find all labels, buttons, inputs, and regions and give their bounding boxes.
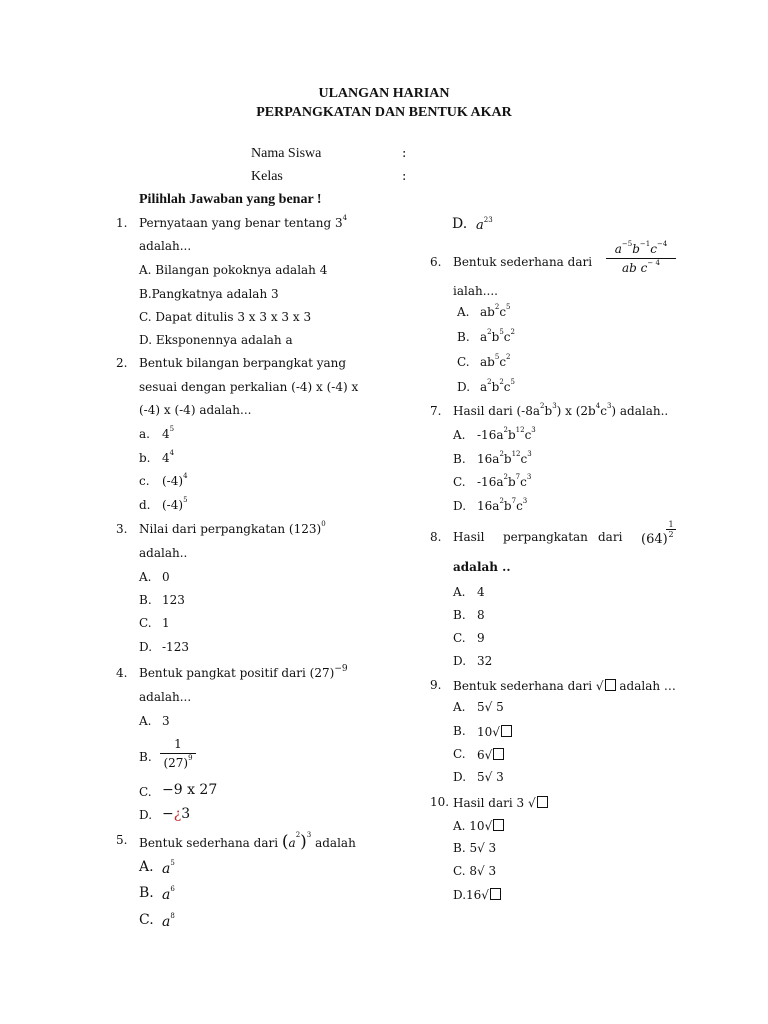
option-d-label: D. — [453, 499, 467, 513]
option-b: $4^4$ — [162, 449, 175, 465]
q8-base: (64) — [641, 532, 668, 547]
option-b-label: B. — [453, 452, 466, 466]
q5-option-d: $a^{23}$ — [476, 216, 493, 233]
question-text-cont: sesuai dengan perkalian (-4) x (-4) x — [139, 380, 359, 394]
q8-exponent-fraction — [666, 520, 676, 539]
question-number: 5. — [116, 833, 128, 847]
option-b-label: B. — [457, 330, 470, 344]
option-a-label: A. — [453, 428, 466, 442]
title-line-2: PERPANGKATAN DAN BENTUK AKAR — [256, 105, 512, 120]
question-number: 6. — [430, 255, 442, 269]
question-text-cont: ialah.... — [453, 284, 498, 298]
option-b-label: B. — [139, 885, 154, 901]
option-c: 9 — [477, 631, 485, 645]
option-d: D.16√ — [453, 888, 501, 901]
option-b-label: B. — [139, 750, 152, 764]
option-a: 0 — [162, 570, 170, 584]
question-text: Nilai dari perpangkatan $(123)^0$ — [139, 520, 326, 536]
option-d-label: d. — [139, 498, 151, 512]
option-c-label: C. — [453, 631, 466, 645]
option-a: 4 — [477, 585, 485, 599]
placeholder-box-icon — [493, 819, 504, 831]
option-c: −9 x 27 — [162, 782, 218, 798]
option-b-label: B. — [453, 608, 466, 622]
question-word-1: Hasil — [453, 530, 485, 544]
option-d: $16a^2b^7c^3$ — [477, 497, 528, 513]
option-c: C. 8√ 3 — [453, 864, 497, 878]
placeholder-box-icon — [501, 725, 512, 737]
option-d-label: D. — [139, 808, 153, 822]
question-number: 2. — [116, 356, 128, 370]
question-number: 10. — [430, 795, 450, 809]
option-a: A. 10√ — [453, 819, 504, 832]
class-colon: : — [402, 169, 407, 184]
option-c-label: C. — [453, 747, 466, 761]
option-c: $(-4)^4$ — [162, 472, 188, 488]
option-c-label: c. — [139, 474, 150, 488]
question-text-cont: adalah... — [139, 239, 192, 253]
option-b: 123 — [162, 593, 185, 607]
option-c: C. Dapat ditulis 3 x 3 x 3 x 3 — [139, 310, 312, 324]
option-a: 3 — [162, 714, 170, 728]
option-b: $a^2b^5c^2$ — [480, 328, 515, 344]
placeholder-box-icon — [605, 679, 616, 691]
option-a-label: A. — [457, 305, 470, 319]
question-word-3: dari — [598, 530, 623, 544]
fraction-denominator: ab $c^{- 4}$ — [622, 259, 660, 275]
question-number: 7. — [430, 404, 442, 418]
option-d: D. Eksponennya adalah a — [139, 333, 293, 347]
option-d: 32 — [477, 654, 493, 668]
option-d-label: D. — [453, 654, 467, 668]
q6-fraction — [606, 242, 676, 275]
name-colon: : — [402, 146, 407, 161]
option-b-label: b. — [139, 451, 151, 465]
option-b: B. 5√ 3 — [453, 841, 497, 855]
placeholder-box-icon — [490, 888, 501, 900]
option-c-label: C. — [453, 475, 466, 489]
option-b-fraction — [160, 737, 196, 770]
option-c-label: C. — [457, 355, 470, 369]
fraction-numerator: $a^{-5}b^{-1}c^{-4}$ — [614, 240, 668, 256]
option-b-label: B. — [453, 724, 466, 738]
placeholder-box-icon — [537, 796, 548, 808]
question-text: Bentuk bilangan berpangkat yang — [139, 356, 347, 370]
option-c: 1 — [162, 616, 170, 630]
option-a: $4^5$ — [162, 425, 175, 441]
option-c-label: C. — [139, 912, 154, 928]
option-c: $a^8$ — [162, 912, 175, 930]
option-a: $ab^2c^5$ — [480, 303, 511, 319]
question-text: Hasil dari $(-8a^2b^3)$ x $(2b^4c^3)$ adalah.. — [453, 402, 669, 418]
q5-option-d-label: D. — [452, 216, 468, 232]
class-label: Kelas — [251, 169, 283, 184]
option-c: $ab^5c^2$ — [480, 353, 511, 369]
option-a-label: a. — [139, 427, 150, 441]
question-text: Bentuk sederhana dari √ adalah … — [453, 679, 676, 693]
fraction-denominator: $(27)^9$ — [163, 754, 193, 770]
option-a-label: A. — [139, 570, 152, 584]
question-number: 1. — [116, 216, 128, 230]
option-d: -123 — [162, 640, 189, 654]
option-d: $(-4)^5$ — [162, 496, 188, 512]
instruction: Pilihlah Jawaban yang benar ! — [139, 192, 322, 207]
title-line-1: ULANGAN HARIAN — [318, 86, 450, 101]
exponent-denominator: 2 — [668, 530, 674, 539]
question-text-cont: adalah... — [139, 690, 192, 704]
option-d: −¿3 — [162, 806, 191, 822]
question-number: 9. — [430, 678, 442, 692]
option-b: $a^6$ — [162, 885, 175, 903]
option-d-label: D. — [139, 640, 153, 654]
option-b: B.Pangkatnya adalah 3 — [139, 287, 279, 301]
question-text: Hasil dari 3 √ — [453, 796, 548, 809]
option-b-label: B. — [139, 593, 152, 607]
option-c-label: C. — [139, 616, 152, 630]
name-label: Nama Siswa — [251, 146, 322, 161]
question-number: 4. — [116, 666, 128, 680]
option-d: $a^2b^2c^5$ — [480, 378, 515, 394]
option-a: A. Bilangan pokoknya adalah 4 — [139, 263, 328, 277]
option-a-label: A. — [453, 585, 466, 599]
question-word-2: perpangkatan — [503, 530, 588, 544]
option-a: 5√ 5 — [477, 700, 504, 714]
placeholder-box-icon — [493, 748, 504, 760]
option-a-label: A. — [139, 714, 152, 728]
question-text-cont-2: (-4) x (-4) adalah... — [139, 403, 252, 417]
question-text: Bentuk sederhana dari $(a^2)^3$ adalah — [139, 831, 356, 852]
question-text-cont: adalah .. — [453, 560, 511, 574]
fraction-numerator: 1 — [174, 737, 182, 751]
option-b: $16a^2b^{12}c^3$ — [477, 450, 532, 466]
option-c: $-16a^2b^7c^3$ — [477, 473, 532, 489]
question-text: Bentuk pangkat positif dari $(27)^{-9}$ — [139, 664, 348, 680]
question-text: Pernyataan yang benar tentang $3^4$ — [139, 214, 348, 230]
question-text: Bentuk sederhana dari — [453, 255, 593, 269]
option-b: 10√ — [477, 725, 512, 738]
option-d-label: D. — [457, 380, 471, 394]
option-a-label: A. — [139, 859, 154, 875]
option-d-label: D. — [453, 770, 467, 784]
option-a: $-16a^2b^{12}c^3$ — [477, 426, 536, 442]
question-text-cont: adalah.. — [139, 546, 188, 560]
option-d: 5√ 3 — [477, 770, 504, 784]
option-c: 6√ — [477, 748, 504, 761]
question-number: 3. — [116, 522, 128, 536]
option-a-label: A. — [453, 700, 466, 714]
question-number: 8. — [430, 530, 442, 544]
option-b: 8 — [477, 608, 485, 622]
exponent-numerator: 1 — [668, 520, 674, 529]
option-a: $a^5$ — [162, 859, 175, 877]
option-c-label: C. — [139, 785, 152, 799]
